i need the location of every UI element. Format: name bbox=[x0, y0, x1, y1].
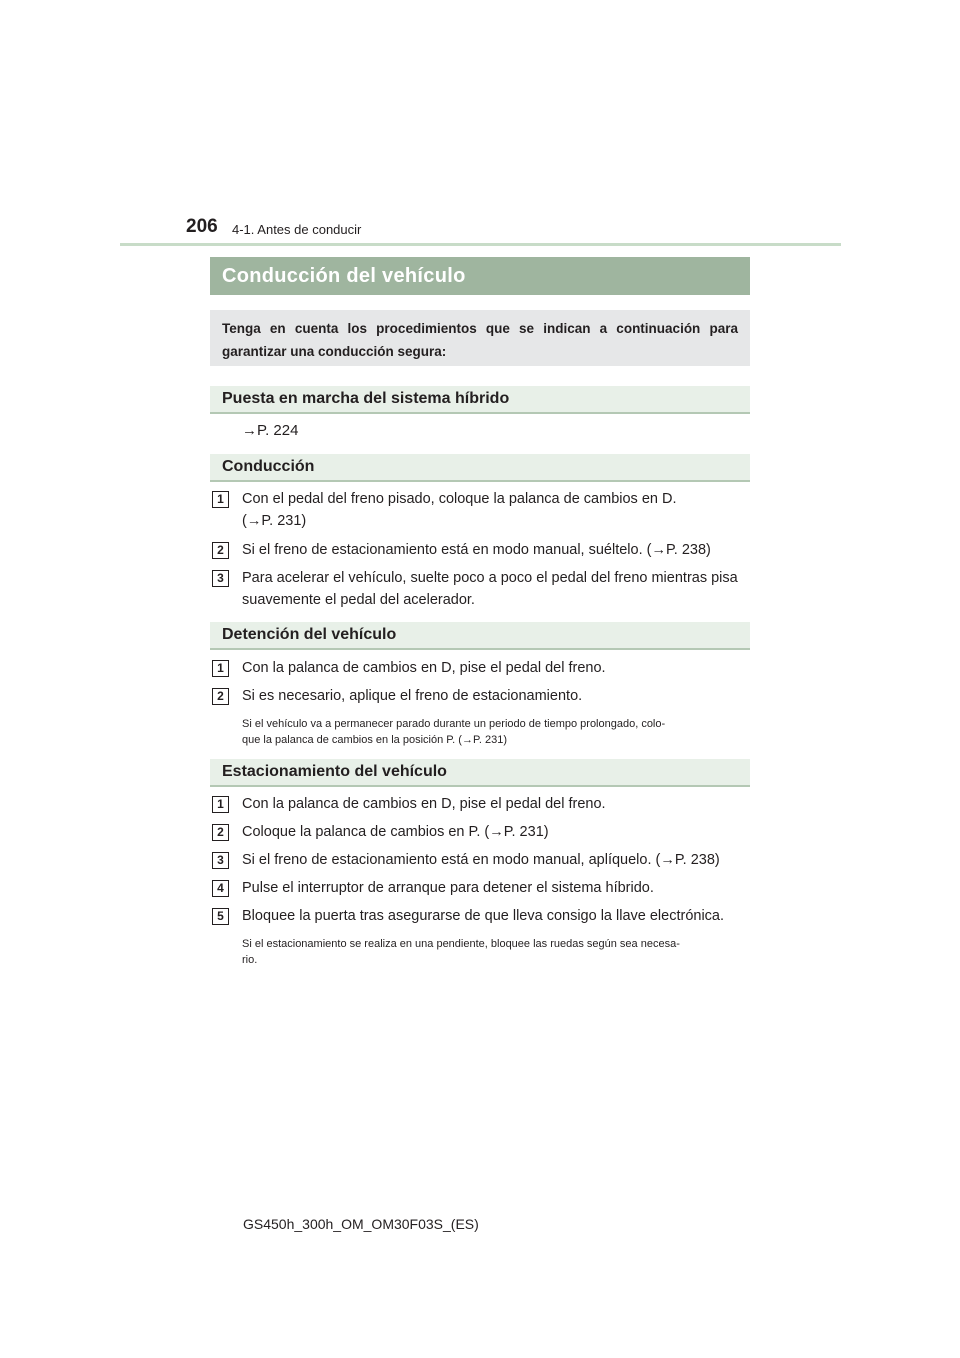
step-text: Con la palanca de cambios en D, pise el pedal del freno. bbox=[242, 660, 606, 676]
step-number: 5 bbox=[212, 908, 229, 925]
step-number: 2 bbox=[212, 824, 229, 841]
step-text-line: Con el pedal del freno pisado, coloque la palanca de cambios en D. bbox=[242, 491, 677, 507]
step-text-line: Para acelerar el vehículo, suelte poco a poco el pedal del freno mientras pisa bbox=[242, 570, 738, 586]
step-text: Si el freno de estacionamiento está en modo manual, suéltelo. (→P. 238) bbox=[242, 542, 711, 558]
section-heading-startup: Puesta en marcha del sistema híbrido bbox=[210, 386, 750, 414]
page-title: Conducción del vehículo bbox=[222, 264, 466, 287]
section-heading-stopping: Detención del vehículo bbox=[210, 622, 750, 650]
step-number: 2 bbox=[212, 542, 229, 559]
note-text bbox=[242, 716, 748, 748]
step-number: 3 bbox=[212, 570, 229, 587]
step-text: Si el freno de estacionamiento está en modo manual, aplíquelo. (→P. 238) bbox=[242, 852, 720, 868]
footer-document-code: GS450h_300h_OM_OM30F03S_(ES) bbox=[243, 1216, 479, 1232]
startup-page-reference: →P. 224 bbox=[242, 422, 299, 439]
step-text: Con la palanca de cambios en D, pise el pedal del freno. bbox=[242, 796, 606, 812]
step-text: Pulse el interruptor de arranque para detener el sistema híbrido. bbox=[242, 880, 654, 896]
step-number: 3 bbox=[212, 852, 229, 869]
step-number: 1 bbox=[212, 796, 229, 813]
step-number: 4 bbox=[212, 880, 229, 897]
title-banner bbox=[210, 257, 750, 295]
section-heading-parking: Estacionamiento del vehículo bbox=[210, 759, 750, 787]
step-text: Bloquee la puerta tras asegurarse de que lleva consigo la llave electrónica. bbox=[242, 908, 725, 924]
note-line: rio. bbox=[242, 954, 258, 966]
note-line: Si el vehículo va a permanecer parado durante un periodo de tiempo prolongado, colo- bbox=[242, 718, 666, 730]
step-number: 2 bbox=[212, 688, 229, 705]
section-heading-driving: Conducción bbox=[210, 454, 750, 482]
note-text bbox=[242, 936, 748, 968]
step-text-line: (→P. 231) bbox=[242, 513, 307, 529]
step-number: 1 bbox=[212, 660, 229, 677]
step-number: 1 bbox=[212, 491, 229, 508]
running-head: 4-1. Antes de conducir bbox=[232, 222, 362, 237]
intro-box: Tenga en cuenta los procedimientos que se indican a continuación para garantizar una conducción segura: bbox=[210, 310, 750, 366]
note-line: Si el estacionamiento se realiza en una pendiente, bloquee las ruedas según sea necesa- bbox=[242, 938, 680, 950]
step-text bbox=[242, 567, 748, 611]
step-text bbox=[242, 488, 748, 532]
header-rule bbox=[120, 243, 841, 246]
note-line: que la palanca de cambios en la posición P. (→P. 231) bbox=[242, 734, 507, 746]
step-text-line: suavemente el pedal del acelerador. bbox=[242, 592, 475, 608]
page-number: 206 bbox=[186, 216, 218, 237]
step-text: Si es necesario, aplique el freno de estacionamiento. bbox=[242, 688, 583, 704]
step-text: Coloque la palanca de cambios en P. (→P. 231) bbox=[242, 824, 549, 840]
